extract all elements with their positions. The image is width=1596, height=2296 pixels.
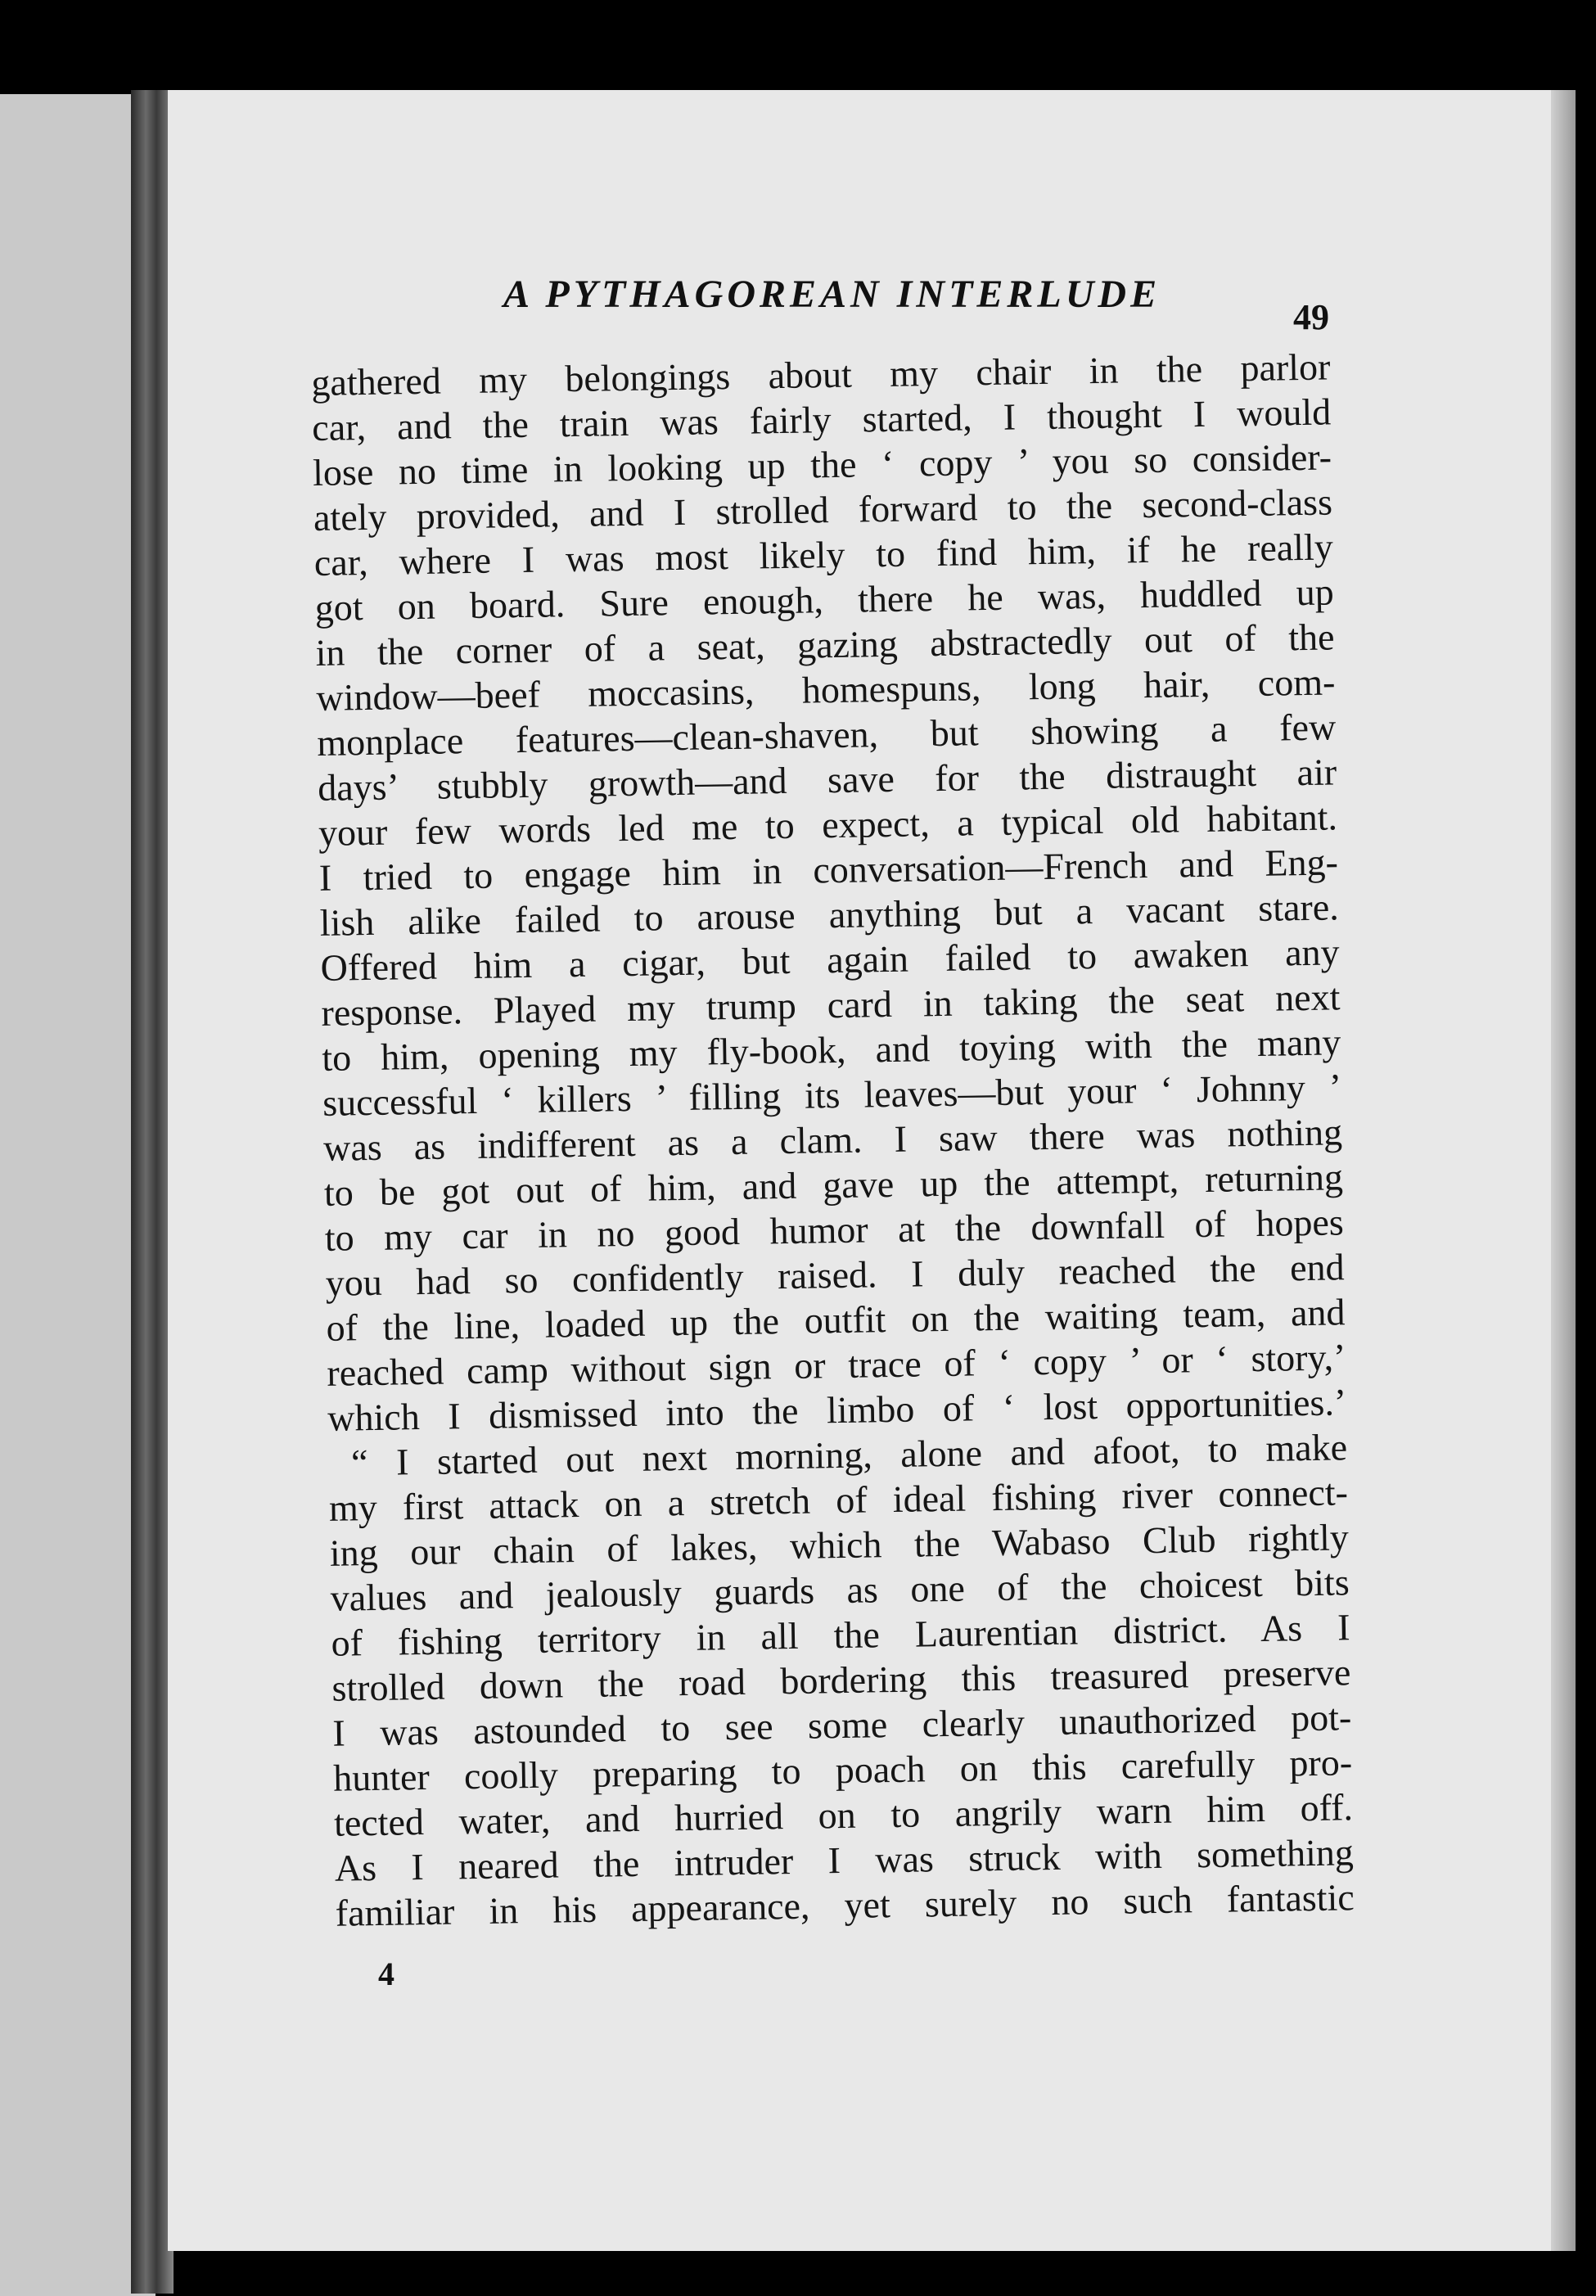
body-text — [311, 344, 1355, 1935]
text-line: As I neared the intruder I was struck with something — [334, 1831, 1355, 1889]
text-line: strolled down the road bordering this treasured preserve — [331, 1651, 1351, 1709]
text-line: ately provided, and I strolled forward to the second-class — [313, 480, 1333, 539]
text-line: lose no time in looking up the ‘ copy ’ you so consider- — [312, 435, 1332, 494]
page-number: 49 — [1293, 297, 1329, 337]
text-line: lish alike failed to arouse anything but a vacant stare. — [319, 886, 1340, 944]
text-line: in the corner of a seat, gazing abstractedly out of the — [315, 616, 1335, 674]
text-line: window—beef moccasins, homespuns, long hair, com- — [316, 661, 1336, 719]
text-line: of the line, loaded up the outfit on the waiting team, and — [326, 1291, 1346, 1349]
text-line: my first attack on a stretch of ideal fishing river connect- — [328, 1471, 1349, 1529]
signature-mark: 4 — [378, 1955, 394, 1992]
text-line: your few words led me to expect, a typical old habitant. — [318, 796, 1338, 854]
text-line: of fishing territory in all the Laurentian district. As I — [331, 1606, 1350, 1664]
text-line: days’ stubbly growth—and save for the distraught air — [317, 751, 1337, 809]
text-line: monplace features—clean-shaven, but showing a few — [316, 706, 1337, 764]
paragraph-start-line: “ I started out next morning, alone and afoot, to make — [350, 1426, 1348, 1484]
text-line: you had so confidently raised. I duly reached the end — [325, 1246, 1345, 1304]
text-line: values and jealously guards as one of the choicest bits — [330, 1561, 1350, 1619]
text-line: got on board. Sure enough, there he was, huddled up — [314, 571, 1334, 629]
text-line: tected water, and hurried on to angrily warn him off. — [333, 1786, 1354, 1844]
text-line: gathered my belongings about my chair in the parlor — [311, 345, 1331, 404]
text-line: Offered him a cigar, but again failed to awaken any — [320, 931, 1340, 989]
text-line: was as indifferent as a clam. I saw there was nothing — [322, 1111, 1343, 1169]
text-line: response. Played my trump card in taking the seat next — [321, 976, 1341, 1034]
page-edge-shadow — [1551, 90, 1576, 2251]
text-line: to him, opening my fly-book, and toying with the many — [321, 1021, 1341, 1079]
text-line: to my car in no good humor at the downfall of hopes — [324, 1201, 1345, 1259]
text-line: car, where I was most likely to find him, if he really — [313, 526, 1334, 584]
text-line: successful ‘ killers ’ filling its leaves—but your ‘ Johnny ’ — [322, 1066, 1342, 1124]
text-line: hunter coolly preparing to poach on this carefully pro- — [332, 1741, 1353, 1799]
text-line: I tried to engage him in conversation—French and Eng- — [318, 841, 1339, 899]
text-line: ing our chain of lakes, which the Wabaso Club rightly — [329, 1516, 1350, 1574]
text-line: to be got out of him, and gave up the attempt, returning — [323, 1156, 1344, 1214]
text-line: which I dismissed into the limbo of ‘ lost opportunities.’ — [327, 1381, 1347, 1439]
text-line: familiar in his appearance, yet surely no such fantastic — [335, 1876, 1355, 1934]
running-head: A PYTHAGOREAN INTERLUDE — [503, 273, 1161, 316]
text-line: car, and the train was fairly started, I thought I would — [311, 390, 1332, 449]
text-line: I was astounded to see some clearly unauthorized pot- — [331, 1696, 1352, 1754]
text-line: reached camp without sign or trace of ‘ copy ’ or ‘ story,’ — [327, 1336, 1346, 1394]
